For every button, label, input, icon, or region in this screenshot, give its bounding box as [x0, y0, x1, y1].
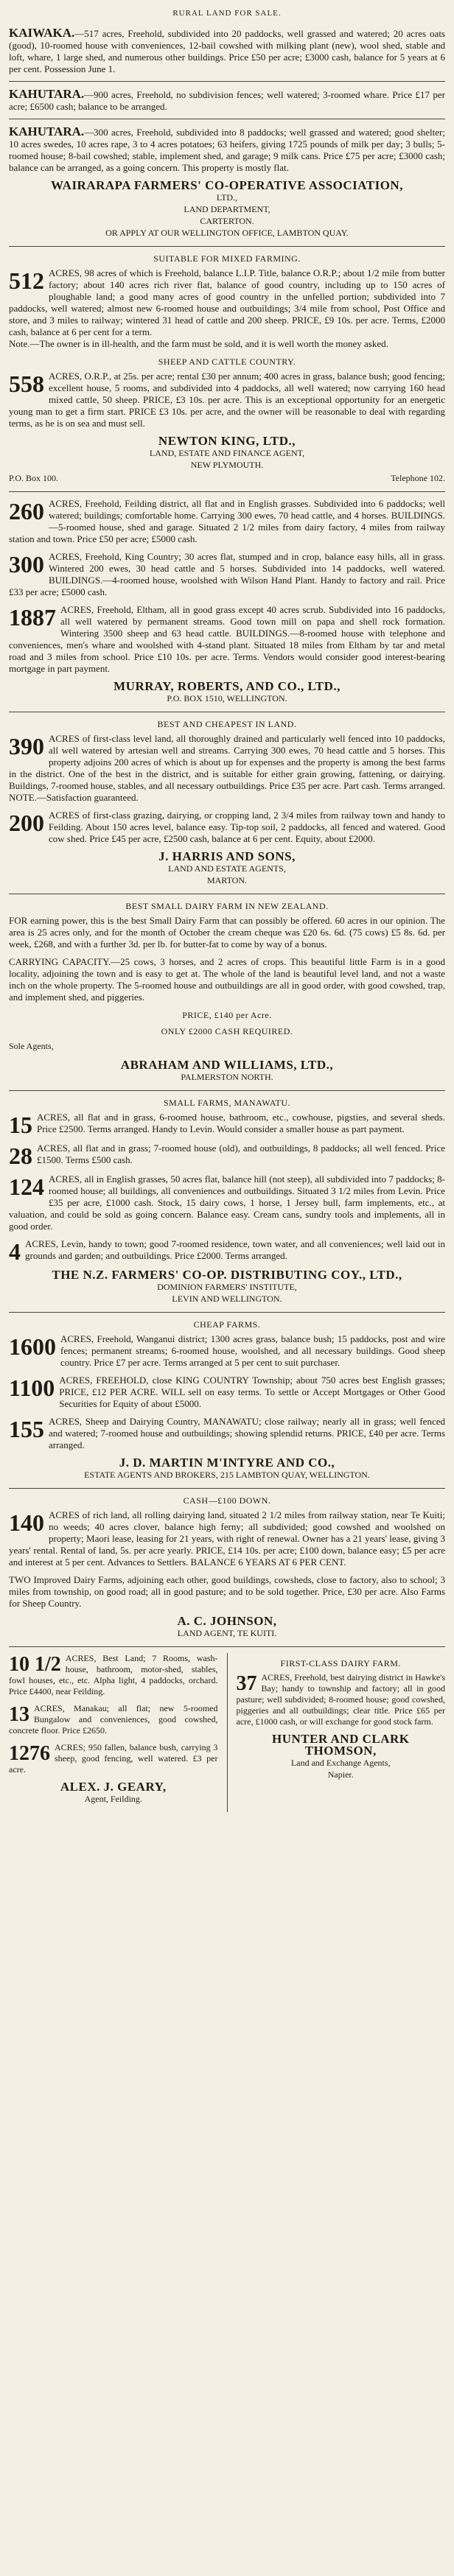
agent-name: THE N.Z. FARMERS' CO-OP. DISTRIBUTING COY., LTD.,: [52, 1268, 402, 1282]
section-title-sheep-cattle: SHEEP AND CATTLE COUNTRY.: [158, 357, 296, 367]
acreage-number: 15: [9, 1112, 32, 1138]
listing-lead: KAHUTARA.: [9, 124, 85, 138]
acreage-number: 140: [9, 1509, 44, 1536]
listing-text: —300 acres, Freehold, subdivided into 8 paddocks; well grassed and watered; good shelter; 10 acres swedes, 10 acres rape, 3 to 4 acres potatoes; 63 heifers, giving 1725 pounds of milk per day; 3 bulls; 5-roomed house; 8-bail cowshed; stable, implement shed, and garage; 9 milk cans. Price £75 per acre; £3000 cash; balance can be arranged, as a going concern. This property is mostly flat.: [9, 127, 445, 173]
acreage-number: 10 1/2: [9, 1653, 61, 1676]
listing-lead: KAIWAKA.: [9, 26, 75, 40]
listing-28: [9, 1143, 445, 1168]
agent-block-hunter-clark: [237, 1733, 446, 1780]
listing-1887: [9, 604, 445, 675]
listing-155: [9, 1416, 445, 1451]
acreage-number: 1600: [9, 1333, 56, 1360]
listing-text: ACRES, Sheep and Dairying Country, MANAWATU; close railway; nearly all in grass; well fenced and watered; 7-roomed house and outbuildings; showing splendid returns. PRICE, £40 per acre. Terms arranged.: [49, 1416, 445, 1450]
agent-block-nz-farmers: [9, 1269, 445, 1305]
agent-name: NEWTON KING, LTD.,: [158, 434, 296, 448]
listing-text: ACRES, all in English grasses, 50 acres flat, balance hill (not steep), all subdivided into 7 paddocks; 8-roomed house; all buildings, all conveniences and outbuildings. Situated 3 1/2 miles from Levin. Price £35 per acre, £1000 cash. Stock, 15 dairy cows, 1 horse, 1 Jersey bull, farm implements, etc., at valuation, and could be sold as going concern. Balance easy. Cream cans, sundry tools and implements, all in good order.: [9, 1173, 445, 1232]
acreage-number: 28: [9, 1143, 32, 1169]
agent-name: ABRAHAM AND WILLIAMS, LTD.,: [120, 1058, 334, 1072]
acreage-number: 1276: [9, 1742, 50, 1765]
sole-agents-label: Sole Agents,: [9, 1041, 54, 1051]
agent-block-johnson: [9, 1615, 445, 1639]
agent-name: J. HARRIS AND SONS,: [158, 849, 296, 863]
acreage-number: 512: [9, 267, 44, 294]
listing-1600: [9, 1333, 445, 1369]
section-title-small-farms: SMALL FARMS, MANAWATU.: [163, 1098, 291, 1108]
listing-390: [9, 733, 445, 804]
listing-text: ACRES of first-class level land, all thoroughly drained and particularly well fenced into 10 paddocks, all well watered by artesian well and streams. Carrying 300 ewes, 70 head cattle and 5 horses. This property adjoins 200 acres of which is about up for expenses and the property is among the best farms in the district. One of the best in the district, and is suitable for either grain growing, fattening, or dairying. Buildings, 7-roomed house, stables, and all necessary outbuildings. Price £35 per acre. Part cash. Terms arranged. NOTE.—Satisfaction guaranteed.: [9, 733, 445, 803]
listing-dairy-text: FOR earning power, this is the best Small Dairy Farm that can possibly be offered. 60 acres in our opinion. The area is 25 acres only, and for the month of October the cream cheque was £20 6s. 6d. (75 cows) £5 8s. 6d. per week, £268, and with a further 3d. per lb. for butter-fat to come by way of a bonus.: [9, 915, 445, 950]
agent-town: Napier.: [327, 1769, 354, 1780]
listing-10-half: [9, 1653, 218, 1697]
agent-name: WAIRARAPA FARMERS' CO-OPERATIVE ASSOCIATION,: [51, 178, 403, 192]
agent-block-murray-roberts: [9, 681, 445, 704]
agent-town: CARTERTON.: [200, 216, 254, 226]
agent-block-abraham: [9, 1059, 445, 1083]
acreage-number: 300: [9, 551, 44, 578]
listing-text: ACRES, FREEHOLD, close KING COUNTRY Township; about 750 acres best English grasses; PRICE, £12 PER ACRE. WILL sell on easy terms. To settle or Accept Mortgages or Other Good Securities for Equity of about £5000.: [59, 1375, 445, 1409]
divider: [9, 81, 445, 82]
left-column: [9, 1653, 218, 1812]
listing-kahutara-1: [9, 88, 445, 113]
section-title-first-class-dairy: FIRST-CLASS DAIRY FARM.: [280, 1658, 401, 1668]
acreage-number: 4: [9, 1238, 21, 1265]
divider: [9, 1090, 445, 1091]
listing-558: [9, 371, 445, 429]
listing-text: —900 acres, Freehold, no subdivision fences; well watered; 3-roomed whare. Price £17 per acre; £6500 cash; balance to be arranged.: [9, 89, 445, 112]
listing-text: ACRES, Freehold, King Country; 30 acres flat, stumped and in crop, balance easy hills, all in grass. Wintered 200 ewes, 30 head cattle and 5 horses. Subdivided into 14 paddocks, well watered. BUILDINGS.—4-roomed house, woolshed with Wilson Hand Plant. Handy to factory and rail. Price £33 per acre; £5000 cash.: [9, 551, 445, 597]
acreage-number: 200: [9, 810, 44, 836]
agent-name: A. C. JOHNSON,: [177, 1614, 277, 1628]
acreage-number: 37: [236, 1672, 257, 1695]
listing-512: [9, 267, 445, 350]
acreage-number: 13: [9, 1703, 29, 1726]
listing-text: ACRES, Freehold, Wanganui district; 1300 acres grass, balance bush; 15 paddocks, post and wire fences; permanent streams; 6-roomed house, woolshed, and all necessary buildings. Good sheep country. Price £7 per acre. Terms arranged at 5 per cent to suit purchaser.: [60, 1333, 445, 1368]
right-column: [237, 1653, 446, 1788]
listing-dairy-cash: ONLY £2000 CASH REQUIRED.: [161, 1026, 293, 1036]
listing-two-improved: TWO Improved Dairy Farms, adjoining each other, good buildings, cowsheds, close to factory, also to school; 3 miles from township, on good road; all in good pasture; and to be sold together. Price, £30 per acre. Also Farms for Sheep Country.: [9, 1574, 445, 1609]
listing-4: [9, 1238, 445, 1263]
agent-block-newton-king: [9, 435, 445, 484]
section-title-best-cheapest: BEST AND CHEAPEST IN LAND.: [157, 719, 297, 729]
listing-text: ACRES of rich land, all rolling dairying land, situated 2 1/2 miles from railway station, near Te Kuiti; no weeds; 40 acres clover, balance high ferny; all subdivided; good cowshed and woolshed on property; Maori lease, leasing for 21 years, with right of renewal. Owner has a 21 years' lease, giving 3 years' rental. Rental of land, 5s. per acre yearly. PRICE, £14 10s. per acre; £100 down, balance easy; £5 per acre and interest at 5 per cent. Advances to Settlers. BALANCE 6 YEARS AT 6 PER CENT.: [9, 1509, 445, 1568]
section-title-cheap-farms: CHEAP FARMS.: [193, 1319, 261, 1330]
divider: [9, 491, 445, 492]
agent-line: PALMERSTON NORTH.: [181, 1072, 273, 1082]
listing-text: ACRES; 950 fallen, balance bush, carrying 3 sheep, good fencing, well watered. £3 per acre.: [9, 1742, 218, 1775]
listing-text: ACRES, Best Land; 7 Rooms, wash-house, bathroom, motor-shed, stables, fowl houses, etc., etc. Alpha light, 4 paddocks, orchard. Price £4400, near Feilding.: [9, 1653, 218, 1696]
acreage-number: 124: [9, 1173, 44, 1200]
listing-1100: [9, 1375, 445, 1410]
acreage-number: 1100: [9, 1375, 55, 1401]
listing-text: ACRES, Freehold, best dairying district in Hawke's Bay; handy to township and factory; all in good pasture; well subdivided; 8-roomed house; good cowshed, piggeries and all outbuildings; clear title. Price £65 per acre, £1000 cash, or will exchange for good stock farm.: [236, 1672, 445, 1727]
listing-text: ACRES, Levin, handy to town; good 7-roomed residence, town water, and all conveniences; well laid out in grounds and garden; and outbuildings. Price £2000. Terms arranged.: [25, 1238, 445, 1261]
agent-box: P.O. Box 100.: [9, 473, 59, 483]
divider: [9, 246, 445, 247]
listing-text: ACRES, Manakau; all flat; new 5-roomed Bungalow and conveniences, good cowshed, concrete floor. Price £2650.: [9, 1703, 218, 1736]
column-divider: [227, 1653, 228, 1812]
listing-text: ACRES, Freehold, Feilding district, all flat and in English grasses. Subdivided into 6 paddocks; well watered; buildings; comfortable home. Carrying 300 ewes, 70 head cattle, and 4 horses. BUILDINGS.—5-roomed house, shed and garage. Situated 2 1/2 miles from dairy factory, 4 miles from railway station and town. Price £50 per acre; £5000 cash.: [9, 498, 445, 544]
agent-line: LAND AGENT, TE KUITI.: [177, 1628, 277, 1638]
acreage-number: 558: [9, 371, 44, 397]
listing-37: [237, 1672, 446, 1727]
agent-name: MURRAY, ROBERTS, AND CO., LTD.,: [114, 679, 340, 693]
listing-note: Note.—The owner is in ill-health, and the farm must be sold, and it is well worth the money asked.: [9, 338, 388, 349]
section-title-small-dairy: BEST SMALL DAIRY FARM IN NEW ZEALAND.: [125, 901, 329, 911]
agent-block-mcintyre: [9, 1457, 445, 1481]
listing-text: ACRES, 98 acres of which is Freehold, balance L.I.P. Title, balance O.R.P.; about 1/2 mile from butter factory; about 140 acres rich river flat, balance of good country, including up to 150 acres of ploughable land; a good many acres of good country in the unfelled portion; subdivided into 7 paddocks, well watered; almost new 6-roomed house and outbuildings; 3/4 mile from school, Post Office and store, and 3 miles to railway; wintered 31 head of cattle and 200 sheep. PRICE, £9 10s. per acre. Terms, £2000 cash, balance at 6 per cent for a term.: [9, 267, 445, 337]
listing-text: ACRES of first-class grazing, dairying, or cropping land, 2 3/4 miles from railway town and handy to Feilding. About 150 acres level, balance easy. Tip-top soil, 2 paddocks, all fenced and watered. Good cow shed. Price £45 per acre, £2500 cash, balance at 6 per cent. Equity, about £2000.: [49, 810, 445, 844]
agent-block-geary: [9, 1781, 218, 1805]
agent-dept: LAND DEPARTMENT,: [184, 204, 270, 214]
divider: [9, 1312, 445, 1313]
agent-town: NEW PLYMOUTH.: [190, 460, 264, 470]
listing-300: [9, 551, 445, 598]
listing-200: [9, 810, 445, 845]
listing-text: ACRES, all flat and in grass, 6-roomed house, bathroom, etc., cowhouse, pigsties, and several sheds. Price £2500. Terms arranged. Handy to Levin. Would consider a smaller house as part payment.: [37, 1112, 445, 1134]
agent-block-wairarapa: [9, 180, 445, 239]
agent-block-harris: [9, 851, 445, 886]
listing-text: ACRES, O.R.P., at 25s. per acre; rental £30 per annum; 400 acres in grass, balance bush; good fencing; excellent house, 5 rooms, and subdivided into 4 paddocks, all well watered; now carrying 160 head mixed cattle, 50 sheep. PRICE, £3 10s. per acre. This is an exceptional opportunity for an energetic young man to get a firm start. PRICE £3 10s. per acre, and the owner will be reasonable to deal with regarding terms, as he is on sea and must sell.: [9, 371, 445, 429]
agent-line: Land and Exchange Agents,: [290, 1758, 391, 1768]
agent-line: LAND, ESTATE AND FINANCE AGENT,: [149, 448, 305, 458]
page-headline: RURAL LAND FOR SALE.: [172, 9, 282, 18]
agent-line: ESTATE AGENTS AND BROKERS, 215 LAMBTON QUAY, WELLINGTON.: [84, 1470, 370, 1480]
agent-town: MARTON.: [206, 875, 248, 885]
listing-13: [9, 1703, 218, 1736]
agent-name: HUNTER AND CLARK THOMSON,: [271, 1732, 410, 1758]
agent-line: LAND AND ESTATE AGENTS,: [168, 863, 286, 874]
agent-town: LEVIN AND WELLINGTON.: [172, 1294, 282, 1304]
listing-140: [9, 1509, 445, 1568]
listing-15: [9, 1112, 445, 1137]
agent-line: Agent, Feilding.: [84, 1794, 142, 1804]
listing-dairy-capacity: CARRYING CAPACITY.—25 cows, 3 horses, and 2 acres of crops. This beautiful little Farm is in a good locality, adjoining the town and is easy to get at. The whole of the land is beautiful level land, and not a waste inch on the whole property. The 5-roomed house and outbuildings are all in good order, with good cowshed, trap, and implement shed, and piggeries.: [9, 956, 445, 1003]
two-column-ads: [9, 1653, 445, 1812]
agent-line: DOMINION FARMERS' INSTITUTE,: [157, 1282, 297, 1292]
listing-dairy-price: PRICE, £140 per Acre.: [182, 1010, 272, 1020]
section-title-mixed-farming: SUITABLE FOR MIXED FARMING.: [153, 253, 301, 264]
agent-apply: OR APPLY AT OUR WELLINGTON OFFICE, LAMBTON QUAY.: [105, 228, 349, 238]
agent-ltd: LTD.,: [216, 192, 238, 203]
section-title-cash-down: CASH—£100 DOWN.: [183, 1495, 271, 1506]
listing-lead: KAHUTARA.: [9, 87, 85, 101]
listing-text: ACRES, all flat and in grass; 7-roomed house (old), and outbuildings, 8 paddocks; all well fenced. Price £1500. Terms £500 cash.: [37, 1143, 445, 1165]
acreage-number: 1887: [9, 604, 56, 631]
divider: [9, 1488, 445, 1489]
listing-kahutara-2: [9, 125, 445, 174]
listing-260: [9, 498, 445, 545]
agent-telephone: Telephone 102.: [391, 473, 445, 483]
acreage-number: 260: [9, 498, 44, 524]
agent-name: J. D. MARTIN M'INTYRE AND CO.,: [119, 1456, 335, 1470]
agent-name: ALEX. J. GEARY,: [60, 1780, 167, 1794]
acreage-number: 155: [9, 1416, 44, 1442]
listing-kaiwaka: [9, 27, 445, 75]
listing-1276: [9, 1742, 218, 1775]
listing-text: —517 acres, Freehold, subdivided into 20 paddocks, well grassed and watered; 20 acres oats (good), 10-roomed house with conveniences, 12-bail cowshed with milking plant (new), wool shed, stable and loft, whare, 1 large shed, and numerous other buildings. Price £50 per acre; £3000 cash, balance for 5 years at 6 per cent. Possession June 1.: [9, 28, 445, 74]
acreage-number: 390: [9, 733, 44, 759]
agent-line: P.O. BOX 1510, WELLINGTON.: [167, 693, 287, 703]
listing-124: [9, 1173, 445, 1232]
divider: [9, 1646, 445, 1647]
listing-text: ACRES, Freehold, Eltham, all in good grass except 40 acres scrub. Subdivided into 16 paddocks, all well watered by permanent streams. Good town mill on papa and shell rock formation. Wintering 3500 sheep and 63 head cattle. BUILDINGS.—8-roomed house with telephone and conveniences, men's whare and woolshed with 4-stand plant. Situated 18 miles from Eltham by tar and metal road and 3 miles from school. Price £10 10s. per acre. Terms. Vendors would consider good interest-bearing mortgage in part payment.: [9, 604, 445, 674]
